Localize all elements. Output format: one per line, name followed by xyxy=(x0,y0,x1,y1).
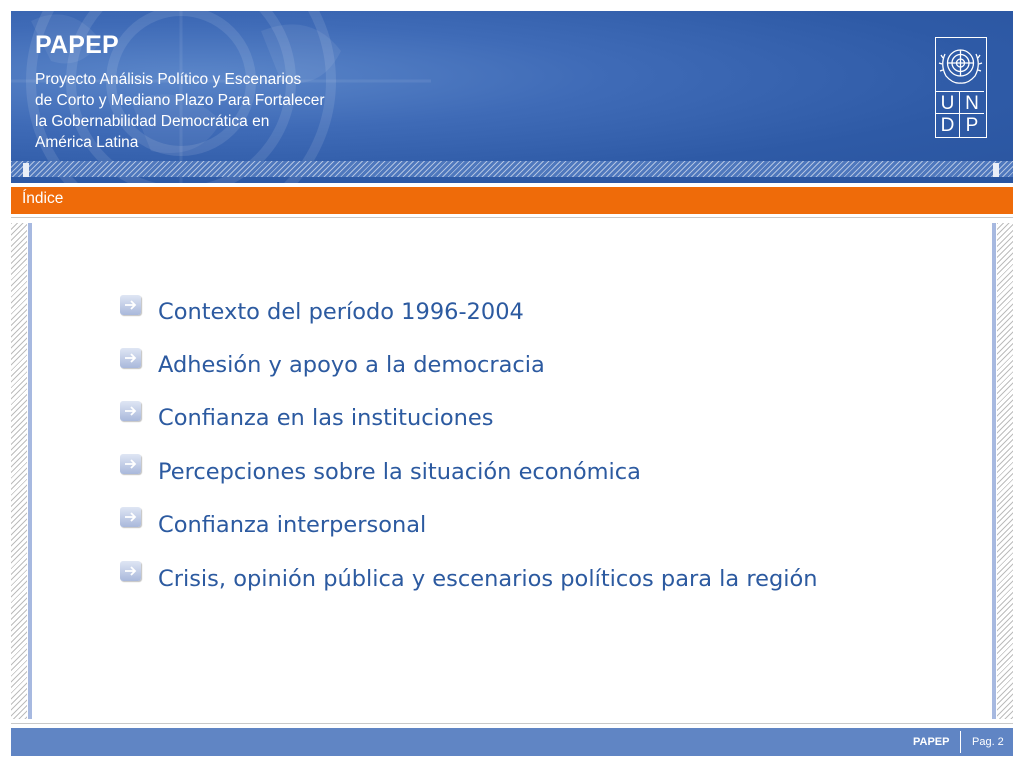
header-title: PAPEP xyxy=(35,31,119,59)
arrow-right-icon xyxy=(120,454,141,474)
footer-separator xyxy=(960,731,961,753)
frame-bar-left xyxy=(28,223,32,719)
frame-hatch-right xyxy=(997,223,1013,719)
section-bar xyxy=(11,187,1013,214)
divider xyxy=(11,723,1013,724)
index-item[interactable]: Confianza en las instituciones xyxy=(158,405,494,431)
arrow-right-icon xyxy=(120,507,141,527)
logo-letter-p: P xyxy=(965,115,979,136)
logo-letter-n: N xyxy=(960,91,984,114)
un-emblem-icon xyxy=(936,38,985,92)
undp-logo xyxy=(935,37,987,138)
index-item[interactable]: Confianza interpersonal xyxy=(158,512,427,538)
page-number: Pag. 2 xyxy=(972,736,1004,748)
index-item[interactable]: Adhesión y apoyo a la democracia xyxy=(158,352,545,378)
logo-letter-u: U xyxy=(936,91,960,114)
index-item[interactable]: Contexto del período 1996-2004 xyxy=(158,299,524,325)
logo-letter-d: D xyxy=(936,114,960,137)
footer-bar xyxy=(11,728,1013,756)
index-item[interactable]: Crisis, opinión pública y escenarios políticos para la región xyxy=(158,566,818,592)
footer-brand: PAPEP xyxy=(913,736,950,748)
header-subtitle-line: la Gobernabilidad Democrática en xyxy=(35,113,270,130)
arrow-right-icon xyxy=(120,561,141,581)
section-title: Índice xyxy=(22,190,64,207)
header-subtitle-line: de Corto y Mediano Plazo Para Fortalecer xyxy=(35,92,325,109)
header-subtitle-line: América Latina xyxy=(35,134,139,151)
header-hatch-cap-left xyxy=(23,163,29,177)
arrow-right-icon xyxy=(120,295,141,315)
frame-bar-right xyxy=(992,223,996,719)
frame-hatch-left xyxy=(11,223,27,719)
header-hatch-band xyxy=(11,161,1013,177)
arrow-right-icon xyxy=(120,401,141,421)
divider xyxy=(11,217,1013,218)
index-item[interactable]: Percepciones sobre la situación económica xyxy=(158,459,641,485)
header-subtitle-line: Proyecto Análisis Político y Escenarios xyxy=(35,71,302,88)
arrow-right-icon xyxy=(120,348,141,368)
header-hatch-cap-right xyxy=(993,163,999,177)
header-banner xyxy=(11,11,1013,183)
